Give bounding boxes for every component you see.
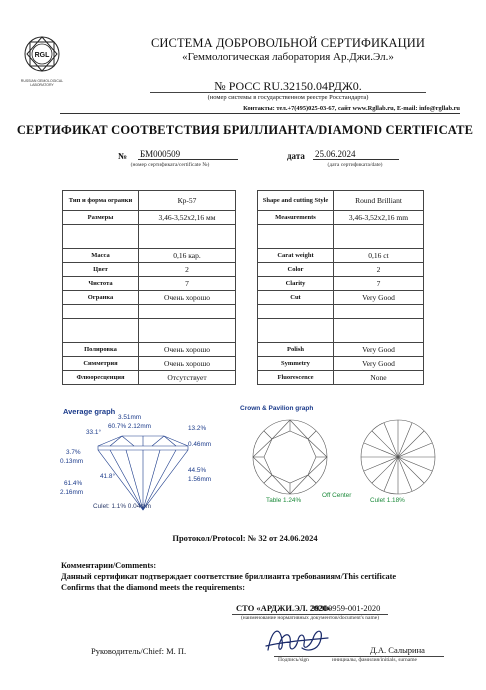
table-en-row [258, 343, 424, 357]
table-en-row [258, 211, 424, 225]
name-note: инициалы, фамилия/initials, surname [332, 657, 417, 663]
crown-pavilion-diagram [250, 417, 440, 497]
standard-note: (наименование нормативных документов/document's name) [240, 615, 380, 621]
graph-pavilion-angle: 41.8° [100, 473, 115, 480]
graph-pavilion-depth-mm: 1.56mm [188, 476, 212, 483]
table-en-row [258, 357, 424, 371]
graph-total-depth-pct: 61.4% [64, 480, 83, 487]
comments-heading: Комментарии/Comments: [61, 561, 157, 570]
standard-code: 39300959-001-2020 [311, 603, 381, 613]
table-en-value: Round Brilliant [334, 191, 424, 211]
table-en-value: Very Good [334, 291, 424, 305]
graph-crown-height-pct: 13.2% [188, 425, 207, 432]
table-ru-value: Кр-57 [139, 191, 236, 211]
graph-culet-offset: Culet 1.18% [370, 497, 405, 504]
system-subtitle: «Геммологическая лаборатория Ар.Джи.Эл.» [182, 51, 394, 63]
table-ru-row [63, 319, 236, 343]
crown-pavilion-graph-title: Crown & Pavilion graph [240, 405, 314, 412]
table-ru-row [63, 263, 236, 277]
number-label: № [118, 151, 128, 161]
table-ru-value: 0,16 кар. [139, 249, 236, 263]
registration-note: (номер системы в государственном реестре Росстандарта) [150, 92, 426, 101]
table-ru-label: Полировка [63, 343, 139, 357]
table-ru-row [63, 249, 236, 263]
date-label: дата [287, 151, 305, 161]
graph-crown-angle: 33.1° [86, 429, 101, 436]
table-en-value [334, 305, 424, 319]
logo-text: RGL [34, 52, 50, 59]
graph-table: 60.7% 2.12mm [108, 423, 151, 430]
graph-total-depth-mm: 2.16mm [60, 489, 84, 496]
table-ru-label: Масса [63, 249, 139, 263]
table-en-row [258, 305, 424, 319]
comments-line-2: Confirms that the diamond meets the requirements: [61, 583, 246, 592]
table-ru-value: Отсутствует [139, 371, 236, 385]
average-graph-title: Average graph [63, 407, 116, 416]
table-en-row [258, 291, 424, 305]
table-en-row [258, 249, 424, 263]
table-en-value: 7 [334, 277, 424, 291]
table-en-label [258, 319, 334, 343]
table-ru-label: Цвет [63, 263, 139, 277]
table-ru-value [139, 305, 236, 319]
table-en-value: Very Good [334, 357, 424, 371]
certificate-date [313, 149, 399, 160]
system-title: СИСТЕМА ДОБРОВОЛЬНОЙ СЕРТИФИКАЦИИ [150, 36, 426, 50]
protocol-line: Протокол/Protocol: № 32 от 24.06.2024 [172, 533, 318, 543]
date-note: (дата сертификата/date) [327, 162, 383, 168]
certificate-number [138, 149, 238, 160]
table-ru-label: Чистота [63, 277, 139, 291]
handwritten-signature [262, 622, 332, 658]
rgl-emblem-icon [22, 32, 62, 78]
table-ru-row [63, 291, 236, 305]
graph-off-center: Off Center [322, 492, 352, 499]
table-en-label: Carat weight [258, 249, 334, 263]
table-ru-label: Тип и форма огранки [63, 191, 139, 211]
signer-name: Д.А. Салырина [370, 645, 425, 655]
graph-pavilion-depth-pct: 44.5% [188, 467, 207, 474]
number-note: (номер сертификата/certificate №) [130, 162, 210, 168]
properties-table-ru [62, 190, 236, 385]
table-en-row [258, 319, 424, 343]
table-en-value: 2 [334, 263, 424, 277]
table-en-value: 0,16 ct [334, 249, 424, 263]
table-ru-label: Флюоресценция [63, 371, 139, 385]
table-ru-label [63, 319, 139, 343]
sign-note: Подпись/sign [278, 657, 309, 663]
table-ru-value [139, 319, 236, 343]
table-ru-row [63, 277, 236, 291]
certificate-title: СЕРТИФИКАТ СООТВЕТСТВИЯ БРИЛЛИАНТА/DIAMOND CERTIFICATE [16, 123, 474, 137]
table-en-label: Clarity [258, 277, 334, 291]
table-en-label: Polish [258, 343, 334, 357]
table-en-value: Very Good [334, 343, 424, 357]
chief-label: Руководитель/Chief: М. П. [91, 646, 187, 656]
table-ru-row [63, 191, 236, 211]
table-ru-value: Очень хорошо [139, 343, 236, 357]
rgl-logo [12, 32, 72, 102]
table-ru-value: 3,46-3,52x2,16 мм [139, 211, 236, 225]
certificate-date-text: 25.06.2024 [315, 149, 356, 159]
table-ru-value [139, 225, 236, 249]
table-en-label: Fluorescence [258, 371, 334, 385]
table-en-value: None [334, 371, 424, 385]
certificate-number-text: БМ000509 [140, 149, 181, 159]
graph-crown-height-mm: 0.46mm [188, 441, 212, 448]
table-ru-row [63, 357, 236, 371]
table-en-label [258, 305, 334, 319]
table-ru-value: 7 [139, 277, 236, 291]
table-en-value [334, 319, 424, 343]
table-en-row [258, 371, 424, 385]
registration-number: № РОСС RU.32150.04РДЖ0. [214, 79, 362, 93]
table-en-label [258, 225, 334, 249]
table-ru-label: Симметрия [63, 357, 139, 371]
logo-caption: RUSSIAN GEMOLOGICAL LABORATORY [20, 79, 64, 87]
table-ru-value: Очень хорошо [139, 357, 236, 371]
table-en-row [258, 191, 424, 211]
table-en-value [334, 225, 424, 249]
graph-girdle-mm: 0.13mm [60, 458, 84, 465]
table-ru-row [63, 225, 236, 249]
table-en-label: Cut [258, 291, 334, 305]
comments-line-1: Данный сертификат подтверждает соответствие бриллианта требованиям/This certificate [61, 572, 397, 581]
table-en-row [258, 263, 424, 277]
table-ru-value: 2 [139, 263, 236, 277]
contacts-line: Контакты: тел.+7(495)025-03-67, сайт www.Rgllab.ru, E-mail: info@rgllab.ru [243, 105, 460, 112]
table-en-row [258, 225, 424, 249]
table-ru-row [63, 305, 236, 319]
table-ru-label: Размеры [63, 211, 139, 225]
graph-width: 3.51mm [118, 414, 142, 421]
table-ru-value: Очень хорошо [139, 291, 236, 305]
table-en-label: Color [258, 263, 334, 277]
table-ru-label [63, 225, 139, 249]
table-en-label: Measurements [258, 211, 334, 225]
header-divider [60, 113, 460, 114]
table-ru-row [63, 211, 236, 225]
properties-table-en [257, 190, 424, 385]
graph-culet: Culet: 1.1% 0.04mm [93, 503, 151, 510]
table-ru-label: Огранка [63, 291, 139, 305]
table-en-label: Symmetry [258, 357, 334, 371]
graph-table-offset: Table 1.24% [266, 497, 302, 504]
table-en-row [258, 277, 424, 291]
table-ru-row [63, 371, 236, 385]
standard-name: СТО «АРДЖИ.ЭЛ. 2020» [236, 603, 332, 613]
table-en-value: 3,46-3,52x2,16 mm [334, 211, 424, 225]
graph-girdle-pct: 3.7% [66, 449, 81, 456]
table-ru-row [63, 343, 236, 357]
table-en-label: Shape and cutting Style [258, 191, 334, 211]
table-ru-label [63, 305, 139, 319]
